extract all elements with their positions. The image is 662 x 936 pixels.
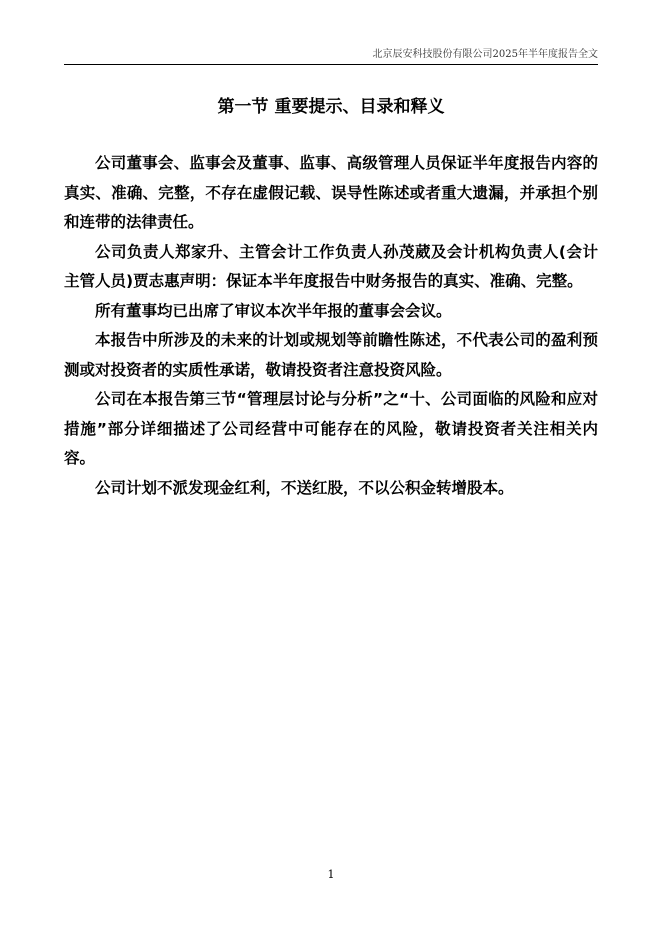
paragraph-directors-attendance: 所有董事均已出席了审议本次半年报的董事会会议。 [95, 301, 452, 320]
paragraph-board-guarantee: 公司董事会、监事会及董事、监事、高级管理人员保证半年度报告内容的真实、准确、完整，不存在虚假记载、误导性陈述或者重大遗漏，并承担个别和连带的法律责任。 [64, 154, 598, 231]
paragraph-responsible-persons-statement: 公司负责人郑家升、主管会计工作负责人孙茂葳及会计机构负责人(会计主管人员)贾志惠声明：保证本半年度报告中财务报告的真实、准确、完整。 [64, 242, 598, 290]
header-divider [64, 64, 598, 65]
section-title: 第一节 重要提示、目录和释义 [217, 97, 445, 117]
paragraph-risk-reference: 公司在本报告第三节“管理层讨论与分析”之“十、公司面临的风险和应对措施”部分详细描述了公司经营中可能存在的风险，敬请投资者关注相关内容。 [64, 390, 598, 467]
paragraph-dividend-plan: 公司计划不派发现金红利，不送红股，不以公积金转增股本。 [95, 478, 514, 497]
paragraph-forward-looking-statements: 本报告中所涉及的未来的计划或规划等前瞻性陈述，不代表公司的盈利预测或对投资者的实质性承诺，敬请投资者注意投资风险。 [64, 331, 598, 379]
running-header: 北京辰安科技股份有限公司2025年半年度报告全文 [372, 49, 598, 60]
notice-body [64, 149, 598, 503]
page-number: 1 [327, 868, 335, 881]
